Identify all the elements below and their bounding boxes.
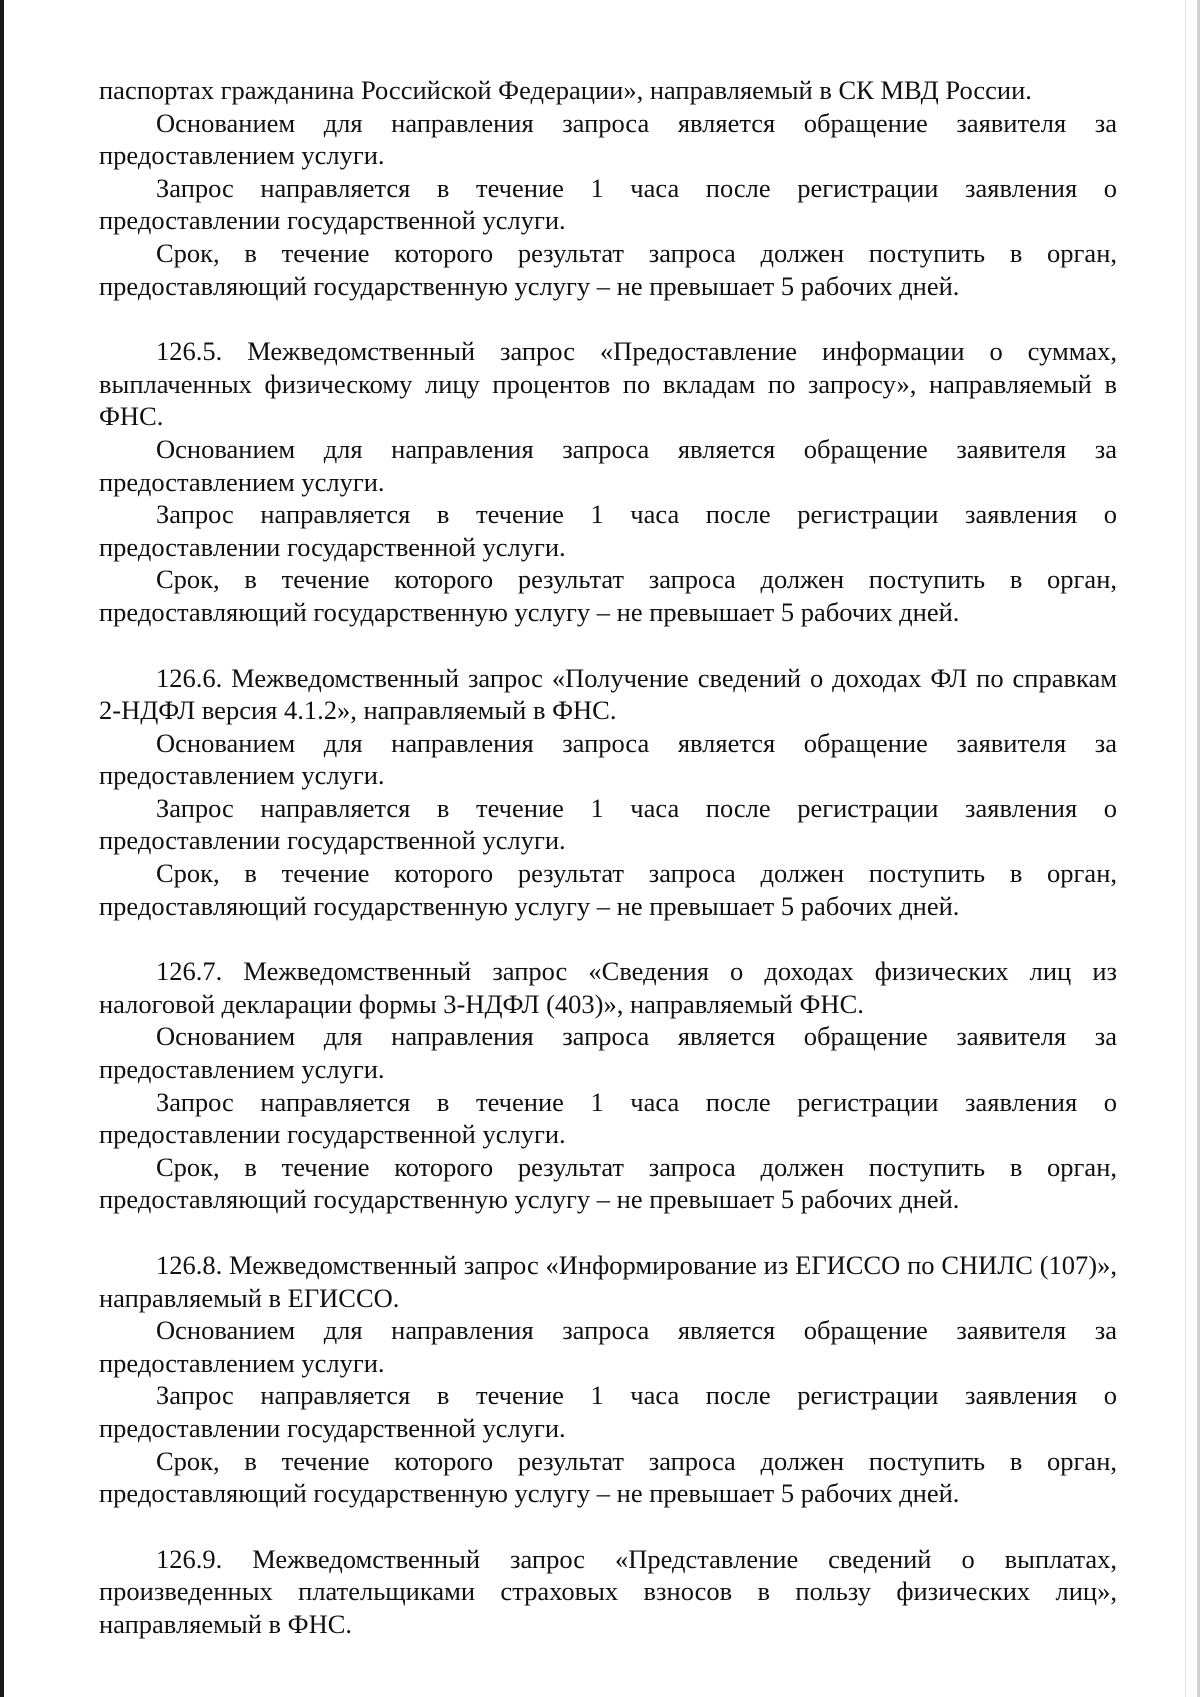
intro-basis: Основанием для направления запроса является обращение заявителя за предоставлением услуги. (99, 107, 1117, 171)
section-gap (99, 1216, 1117, 1249)
section-126-8-deadline: Срок, в течение которого результат запроса должен поступить в орган, предоставляющий государственную услугу – не превышает 5 рабочих дней. (99, 1445, 1117, 1509)
section-126-5-deadline: Срок, в течение которого результат запроса должен поступить в орган, предоставляющий государственную услугу – не превышает 5 рабочих дней. (99, 564, 1117, 627)
section-126-5-basis: Основанием для направления запроса является обращение заявителя за предоставлением услуги. (99, 433, 1117, 497)
section-126-6-timing: Запрос направляется в течение 1 часа после регистрации заявления о предоставлении государственной услуги. (99, 792, 1117, 856)
section-126-7-heading: 126.7. Межведомственный запрос «Сведения о доходах физических лиц из налоговой декларации формы 3-НДФЛ (403)», направляемый ФНС. (99, 956, 1117, 1019)
section-gap (99, 629, 1117, 662)
scan-edge-left (0, 0, 4, 1697)
section-126-6-basis: Основанием для направления запроса является обращение заявителя за предоставлением услуги. (99, 727, 1117, 791)
section-gap (99, 1510, 1117, 1543)
section-126-7-basis: Основанием для направления запроса является обращение заявителя за предоставлением услуги. (99, 1021, 1117, 1085)
section-126-8-heading: 126.8. Межведомственный запрос «Информирование из ЕГИССО по СНИЛС (107)», направляемый в ЕГИССО. (99, 1250, 1117, 1313)
intro-timing: Запрос направляется в течение 1 часа после регистрации заявления о предоставлении государственной услуги. (99, 172, 1117, 236)
section-126-8-basis: Основанием для направления запроса является обращение заявителя за предоставлением услуги. (99, 1315, 1117, 1378)
section-126-5-timing: Запрос направляется в течение 1 часа после регистрации заявления о предоставлении государственной услуги. (99, 499, 1117, 562)
intro-deadline: Срок, в течение которого результат запроса должен поступить в орган, предоставляющий государственную услугу – не превышает 5 рабочих дней. (99, 237, 1117, 301)
document-body (99, 74, 1117, 1641)
section-gap (99, 922, 1117, 955)
section-126-8-timing: Запрос направляется в течение 1 часа после регистрации заявления о предоставлении государственной услуги. (99, 1380, 1117, 1443)
section-126-6-deadline: Срок, в течение которого результат запроса должен поступить в орган, предоставляющий государственную услугу – не превышает 5 рабочих дней. (99, 858, 1117, 921)
scan-edge-right-line (1185, 0, 1186, 1697)
section-gap (99, 302, 1117, 335)
section-126-7-deadline: Срок, в течение которого результат запроса должен поступить в орган, предоставляющий государственную услугу – не превышает 5 рабочих дней. (99, 1151, 1117, 1215)
section-126-7-timing: Запрос направляется в течение 1 часа после регистрации заявления о предоставлении государственной услуги. (99, 1086, 1117, 1150)
section-126-5-heading: 126.5. Межведомственный запрос «Предоставление информации о суммах, выплаченных физическому лицу процентов по вкладам по запросу», направляемый в ФНС. (99, 336, 1117, 432)
section-126-9-heading: 126.9. Межведомственный запрос «Представление сведений о выплатах, произведенных плательщиками страховых взносов в пользу физических лиц», направляемый в ФНС. (99, 1543, 1117, 1639)
section-126-6-heading: 126.6. Межведомственный запрос «Получение сведений о доходах ФЛ по справкам 2-НДФЛ версия 4.1.2», направляемый в ФНС. (99, 662, 1117, 726)
intro-continuation: паспортах гражданина Российской Федерации», направляемый в СК МВД России. (99, 75, 1032, 105)
